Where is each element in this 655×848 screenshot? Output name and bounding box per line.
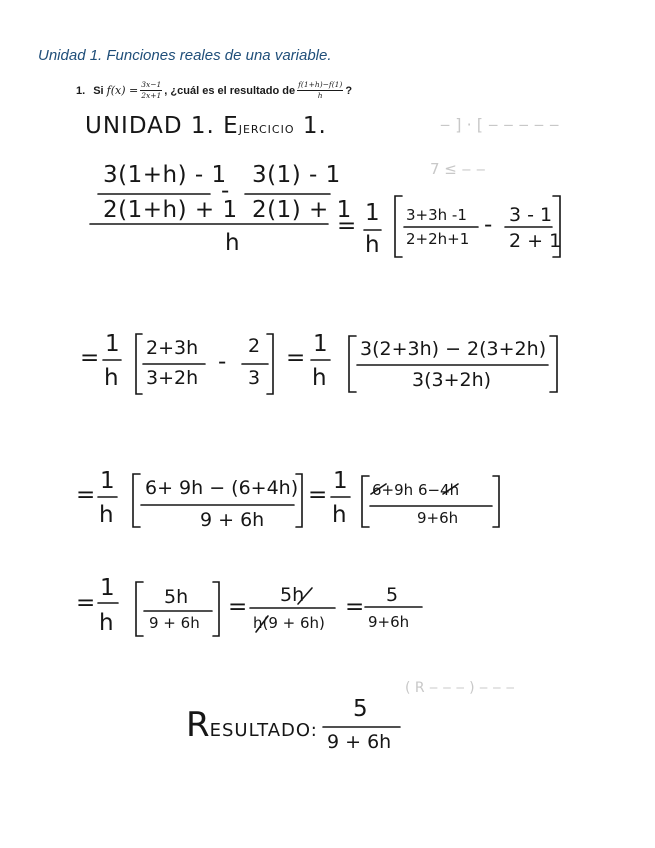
step3-one-2: 1 [333, 468, 349, 494]
step4-one: 1 [100, 575, 116, 601]
numerator-term: −4h [427, 481, 460, 499]
step2-one: 1 [105, 331, 121, 357]
question-suffix: ? [345, 84, 353, 97]
step1-bracket-right-denominator: 2 + 1 [509, 230, 562, 252]
question-number: 1. [76, 84, 86, 97]
step4-equals-2: = [228, 594, 248, 620]
step2-h-2: h [312, 365, 328, 391]
step1-bracket-minus: - [484, 212, 493, 238]
step1-bracket-left-denominator: 2+2h+1 [406, 230, 470, 248]
step2-equals-2: = [286, 345, 306, 371]
heading-e: E [223, 113, 239, 139]
step1-h: h [365, 232, 381, 258]
result-rest: ESULTADO: [209, 720, 318, 741]
numerator-term: +9h [381, 481, 418, 499]
bleed-through-mark: ( R ‒ ‒ ‒ ) ‒ ‒ ‒ [405, 680, 515, 696]
result-label [186, 705, 318, 745]
cancelled-term: 6 [417, 481, 428, 499]
step1-right-denominator: 2(1) + 1 [252, 197, 352, 223]
step2-bracket-right-numerator: 2 [248, 335, 261, 357]
difference-denominator: h [317, 91, 323, 100]
question-prefix: Si [93, 84, 104, 97]
step4-equals: = [76, 590, 96, 616]
step4-cancel-numerator: 5h [280, 584, 305, 606]
function-denominator: 2x+1 [141, 91, 162, 100]
step2-bracket-right-denominator: 3 [248, 367, 261, 389]
step1-bracket-right-numerator: 3 - 1 [509, 204, 553, 226]
step2-bracket-left-numerator: 2+3h [146, 337, 199, 359]
step4-equals-3: = [345, 594, 365, 620]
difference-numerator: f(1+h)−f(1) [298, 80, 343, 89]
step3-h: h [99, 502, 115, 528]
step3-simplified-numerator [372, 481, 459, 499]
step1-left-denominator: 2(1+h) + 1 [103, 197, 238, 223]
step2-h: h [104, 365, 120, 391]
result-numerator: 5 [353, 696, 369, 722]
step2-one-2: 1 [313, 331, 329, 357]
result-initial: R [186, 705, 210, 745]
step2-minus: - [218, 349, 227, 375]
function-label: f(x) = [106, 84, 139, 97]
step1-h-denominator: h [225, 230, 241, 256]
step2-numerator: 3(2+3h) − 2(3+2h) [360, 338, 547, 360]
heading-jercicio: JERCICIO [238, 123, 295, 136]
step4-final-denominator: 9+6h [368, 613, 410, 631]
function-numerator: 3x−1 [141, 80, 162, 89]
step3-one: 1 [100, 468, 116, 494]
step4-denominator: 9 + 6h [149, 614, 200, 632]
step4-numerator: 5h [164, 586, 189, 608]
cancelled-term: 6 [372, 481, 382, 499]
step3-equals: = [76, 482, 96, 508]
step2-equals: = [80, 345, 100, 371]
question-middle: , ¿cuál es el resultado de [164, 84, 296, 97]
unit-title: Unidad 1. Funciones reales de una variable. [38, 47, 332, 64]
bleed-through-mark: 7 ≤ ‒ ‒ [430, 160, 486, 178]
step1-right-numerator: 3(1) - 1 [252, 162, 341, 188]
step3-numerator: 6+ 9h − (6+4h) [145, 477, 299, 499]
step4-h: h [99, 610, 115, 636]
step3-denominator: 9 + 6h [200, 509, 265, 531]
result-denominator: 9 + 6h [327, 731, 392, 753]
step4-cancel-denominator: h(9 + 6h) [253, 614, 325, 632]
step3-h-2: h [332, 502, 348, 528]
step1-equals: = [337, 213, 357, 239]
heading-unidad: UNIDAD 1. [85, 113, 215, 139]
step3-simplified-denominator: 9+6h [417, 509, 459, 527]
step1-left-numerator: 3(1+h) - 1 [103, 162, 227, 188]
step3-equals-2: = [308, 482, 328, 508]
step2-bracket-left-denominator: 3+2h [146, 367, 199, 389]
step1-bracket-left-numerator: 3+3h -1 [406, 206, 467, 224]
step4-final-numerator: 5 [386, 584, 399, 606]
step1-one: 1 [365, 200, 381, 226]
heading-number: 1. [302, 113, 327, 139]
step1-minus: - [221, 178, 230, 204]
step2-denominator: 3(3+2h) [412, 369, 492, 391]
bleed-through-mark: ‒ ] · [ ‒ ‒ ‒ ‒ ‒ [440, 115, 560, 134]
